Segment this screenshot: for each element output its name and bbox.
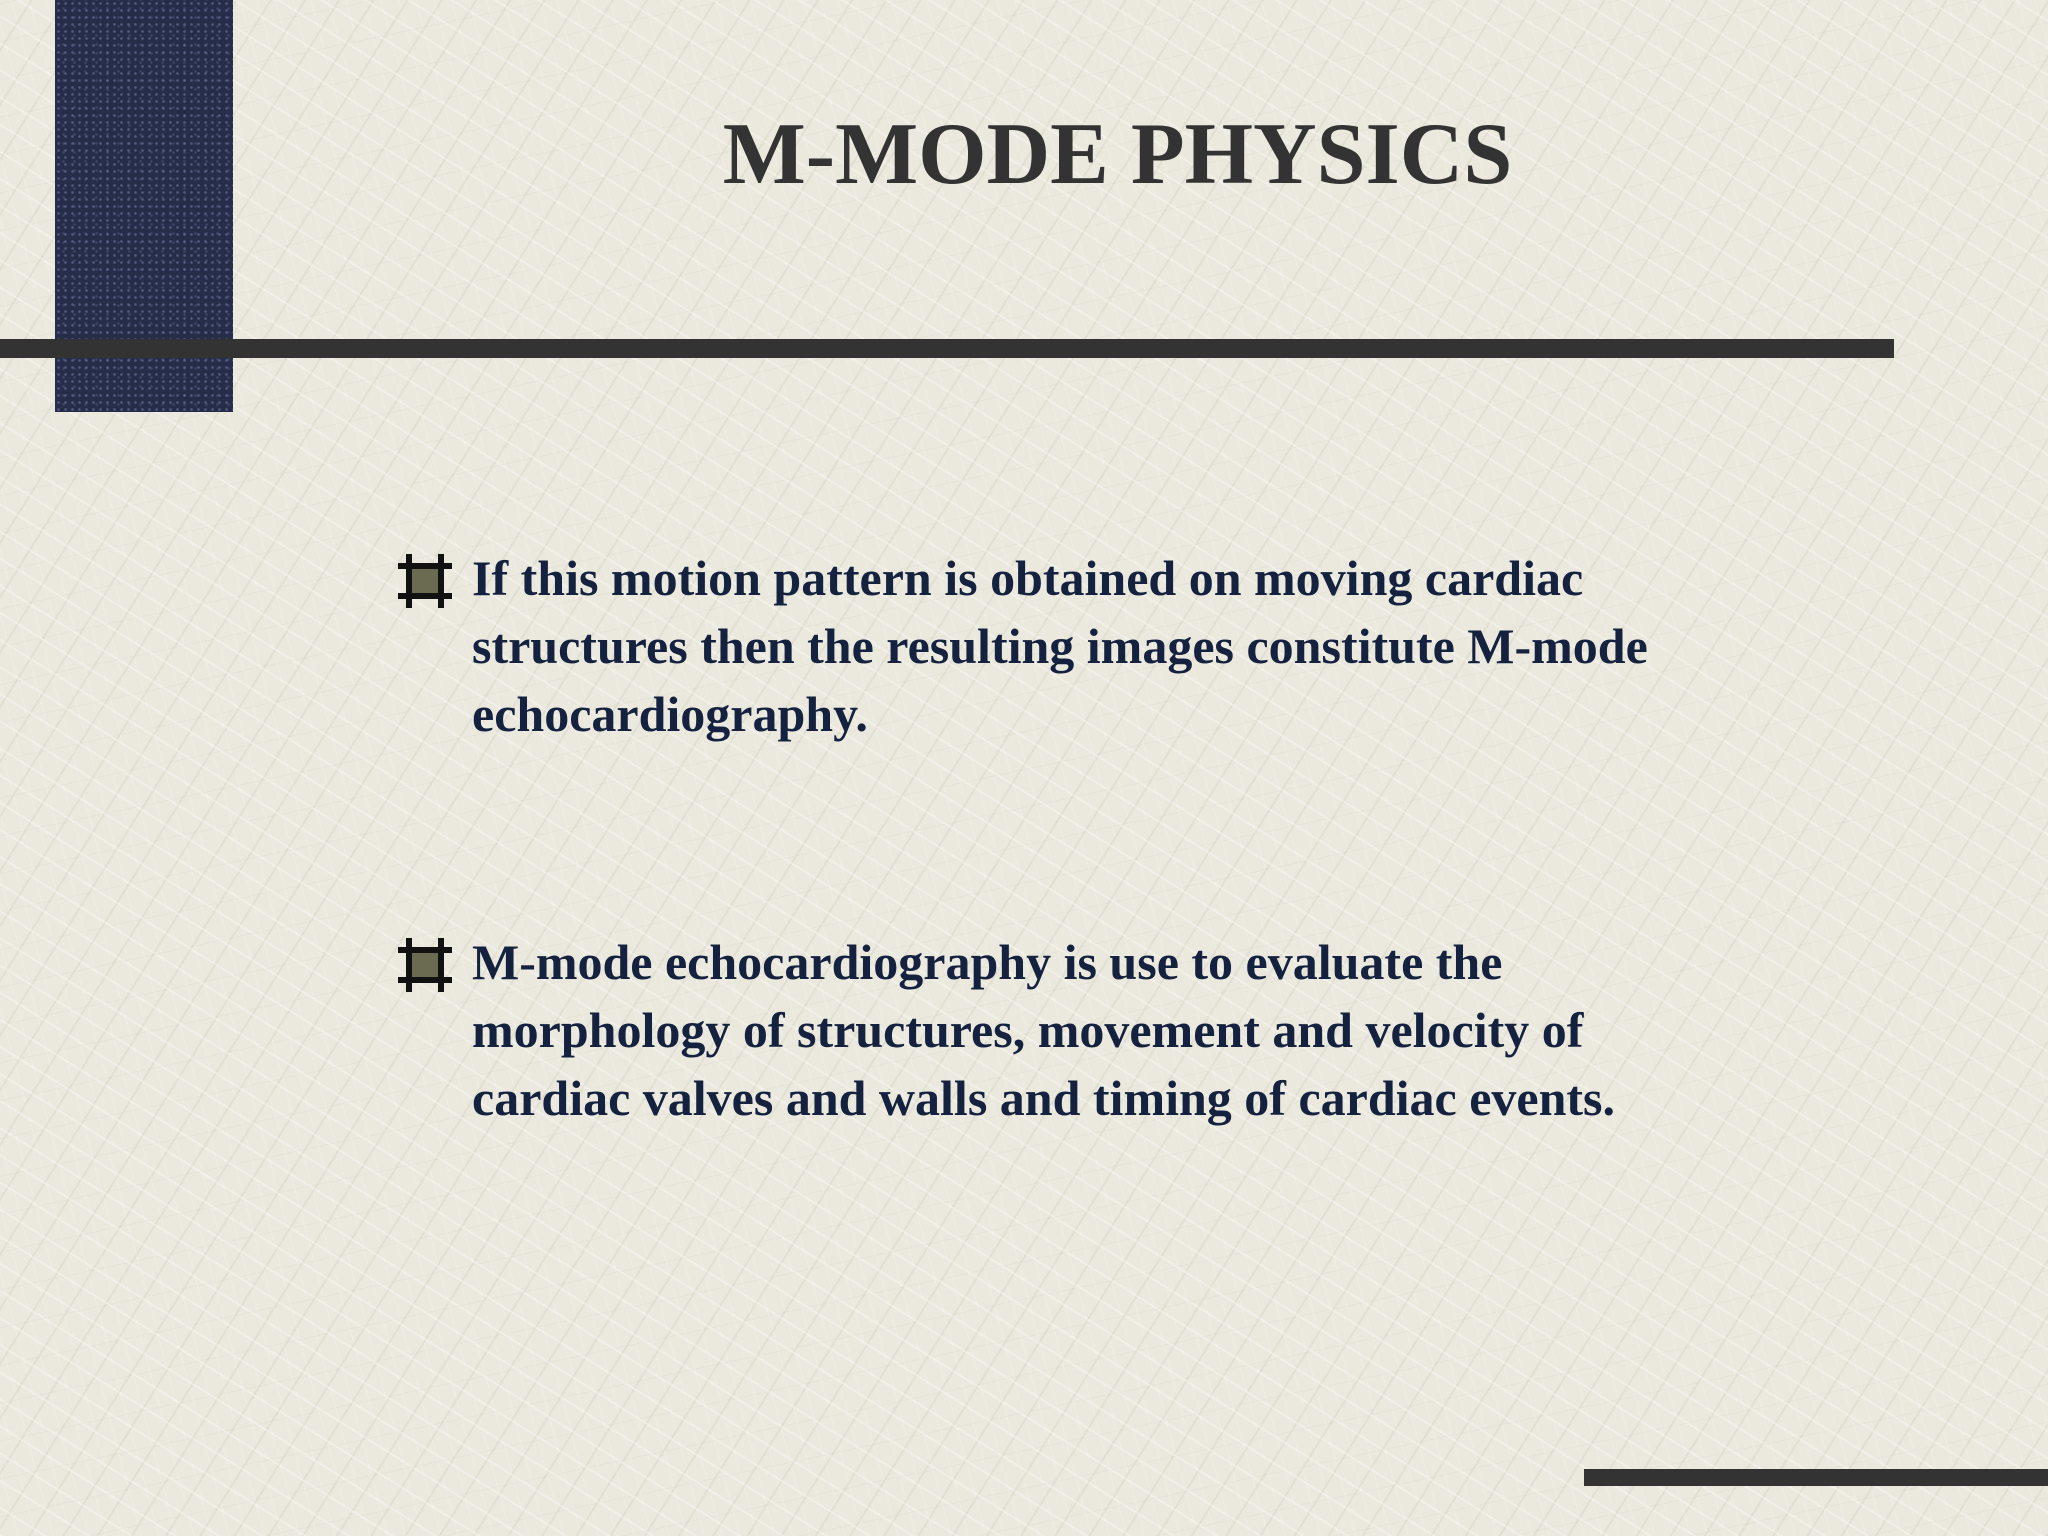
bullet-text: M-mode echocardiography is use to evaluate the morphology of structures, movement and velocity of cardiac valves and walls and timing of cardiac events. (472, 934, 1616, 1126)
bullet-item (398, 544, 1698, 748)
title-divider-rule (0, 339, 1894, 358)
bullet-text: If this motion pattern is obtained on moving cardiac structures then the resulting images constitute M-mode echocardiography. (472, 550, 1648, 742)
footer-rule (1584, 1469, 2048, 1486)
bullet-item (398, 928, 1698, 1132)
hash-grid-icon (398, 938, 452, 992)
hash-grid-icon (398, 554, 452, 608)
slide-title: M-MODE PHYSICS (722, 106, 1513, 203)
